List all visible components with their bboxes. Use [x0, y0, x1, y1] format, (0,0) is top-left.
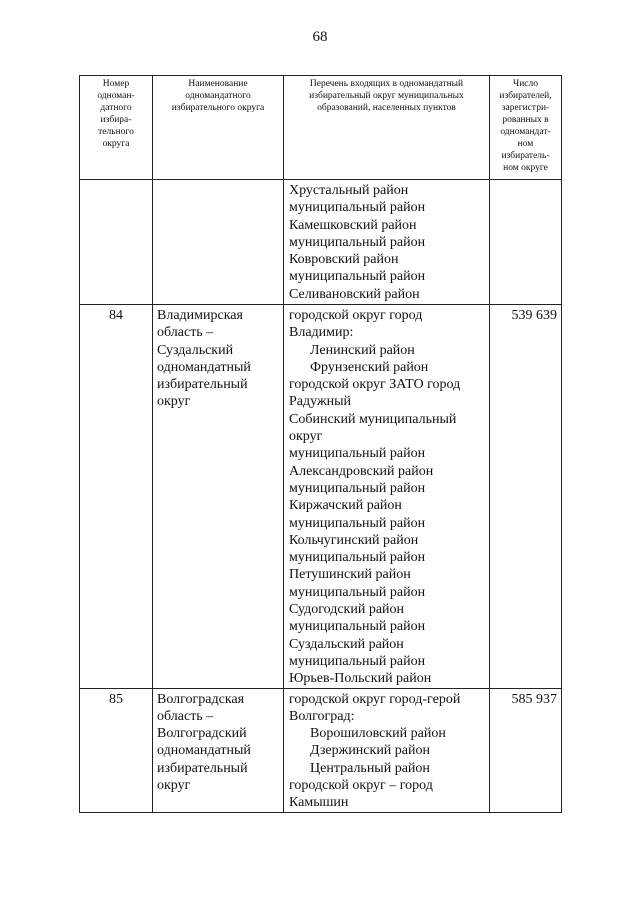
voter-count: 539 639	[490, 305, 562, 689]
text-line: одномандатного	[185, 91, 251, 101]
municipal-list-item: муниципальный район	[289, 584, 426, 600]
municipal-list-item: муниципальный район	[289, 515, 426, 531]
text-line: избирательного округа	[171, 103, 265, 113]
districts-table	[79, 75, 562, 813]
district-name	[153, 180, 284, 305]
municipal-list-item: муниципальный район	[289, 550, 426, 566]
text-line: избирательный	[157, 377, 248, 393]
municipal-list-item: муниципальный район	[289, 234, 426, 250]
text-line: избиратель-	[501, 151, 550, 161]
text-line: одномандатный	[157, 743, 251, 759]
municipal-list-item: муниципальный район	[289, 269, 426, 285]
table-header-row	[80, 76, 562, 180]
text-line: Наименование	[188, 79, 248, 89]
municipal-list-item: Фрунзенский район	[310, 359, 429, 375]
district-number: 84	[80, 305, 153, 689]
text-line: избирательный	[157, 760, 248, 776]
municipal-list-item: Камешковский район	[289, 217, 417, 233]
text-line: Суздальский	[157, 342, 234, 358]
municipal-list-item: Владимир:	[289, 325, 354, 341]
text-line: избирательный округ муниципальных	[309, 91, 464, 101]
municipal-list	[284, 305, 490, 689]
text-line: избира-	[100, 115, 132, 125]
header-list	[284, 76, 490, 180]
municipal-list-item: Радужный	[289, 394, 352, 410]
text-line: одномандат-	[500, 127, 551, 137]
text-line: округ	[157, 778, 191, 794]
municipal-list	[284, 688, 490, 812]
municipal-list	[284, 180, 490, 305]
municipal-list-item: Судогодский район	[289, 602, 405, 618]
header-number	[80, 76, 153, 180]
voter-count	[490, 180, 562, 305]
municipal-list-item: Петушинский район	[289, 567, 411, 583]
text-line: округ	[157, 394, 191, 410]
text-line: одноман-	[97, 91, 135, 101]
text-line: датного	[100, 103, 132, 113]
district-name	[153, 688, 284, 812]
header-voters	[490, 76, 562, 180]
municipal-list-item: Камышин	[289, 795, 349, 811]
municipal-list-item: Юрьев-Польский район	[289, 671, 432, 687]
municipal-list-item: Хрустальный район	[289, 183, 409, 198]
text-line: одномандатный	[157, 359, 251, 375]
table-row	[80, 688, 562, 812]
municipal-list-item: городской округ – город	[289, 778, 433, 794]
municipal-list-item: округ	[289, 429, 323, 445]
text-line: Номер	[102, 79, 130, 89]
district-name	[153, 305, 284, 689]
table-row	[80, 180, 562, 305]
municipal-list-item: муниципальный район	[289, 653, 426, 669]
text-line: Перечень входящих в одномандатный	[309, 79, 464, 89]
text-line: Волгоградский	[157, 726, 247, 742]
text-line: избирателей,	[499, 91, 552, 101]
table-row	[80, 305, 562, 689]
district-number: 85	[80, 688, 153, 812]
text-line: ном округе	[503, 163, 548, 173]
municipal-list-item: Ковровский район	[289, 252, 399, 268]
text-line: тельного	[98, 127, 134, 137]
municipal-list-item: Ворошиловский район	[310, 726, 446, 742]
municipal-list-item: муниципальный район	[289, 480, 426, 496]
municipal-list-item: городской округ ЗАТО город	[289, 377, 461, 393]
municipal-list-item: Ленинский район	[310, 342, 415, 358]
voter-count: 585 937	[490, 688, 562, 812]
text-line: Волгоградская	[157, 691, 245, 707]
text-line: область –	[157, 708, 214, 724]
text-line: Владимирская	[157, 308, 243, 323]
municipal-list-item: Центральный район	[310, 760, 430, 776]
text-line: зарегистри-	[501, 103, 550, 113]
text-line: округа	[102, 139, 130, 149]
municipal-list-item: городской округ город	[289, 308, 423, 323]
district-number	[80, 180, 153, 305]
municipal-list-item: Волгоград:	[289, 708, 355, 724]
municipal-list-item: городской округ город-герой	[289, 691, 461, 707]
municipal-list-item: муниципальный район	[289, 446, 426, 462]
municipal-list-item: Собинский муниципальный	[289, 411, 457, 427]
text-line: образований, населенных пунктов	[317, 103, 456, 113]
page-number: 68	[312, 29, 328, 45]
municipal-list-item: Киржачский район	[289, 498, 402, 514]
text-line: Число	[513, 79, 538, 89]
municipal-list-item: Суздальский район	[289, 636, 404, 652]
municipal-list-item: муниципальный район	[289, 200, 426, 216]
municipal-list-item: Кольчугинский район	[289, 532, 419, 548]
header-name	[153, 76, 284, 180]
municipal-list-item: муниципальный район	[289, 619, 426, 635]
municipal-list-item: Дзержинский район	[310, 743, 430, 759]
municipal-list-item: Александровский район	[289, 463, 434, 479]
municipal-list-item: Селивановский район	[289, 286, 420, 302]
text-line: область –	[157, 325, 214, 341]
text-line: рованных в	[502, 115, 549, 125]
text-line: ном	[517, 139, 534, 149]
